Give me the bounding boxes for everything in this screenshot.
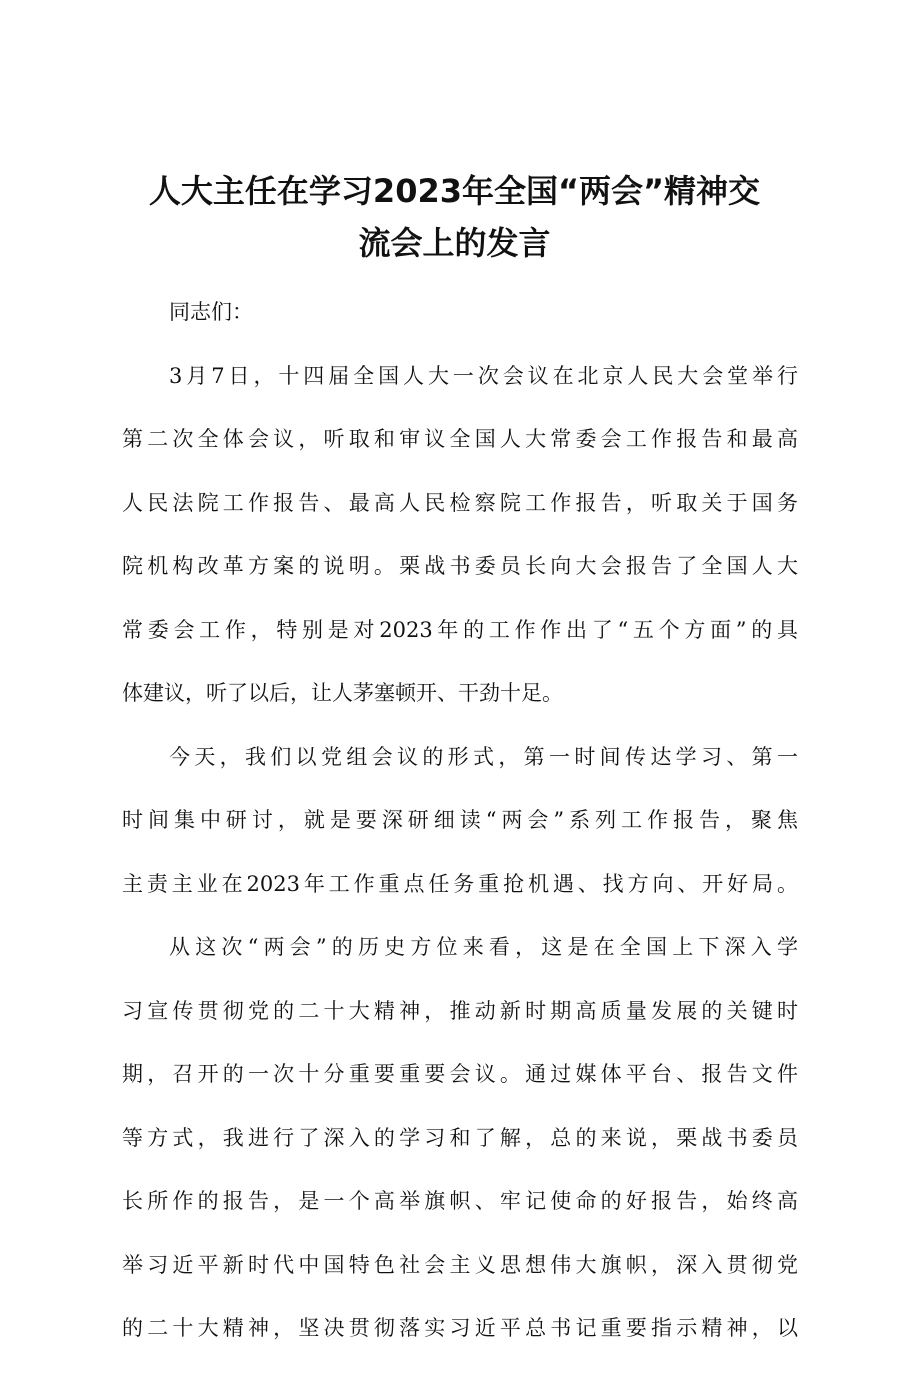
paragraph-2-line-2: 时间集中研讨，就是要深研细读“两会”系列工作报告，聚焦 (122, 808, 798, 832)
paragraph-3-line-7: 的二十大精神，坚决贯彻落实习近平总书记重要指示精神，以 (122, 1316, 798, 1340)
paragraph-1-line-1: 3月7日，十四届全国人大一次会议在北京人民大会堂举行 (169, 363, 798, 388)
paragraph-2-line-3: 主责主业在2023年工作重点任务重抢机遇、找方向、开好局。 (122, 871, 798, 896)
paragraph-3-line-3: 期，召开的一次十分重要重要会议。通过媒体平台、报告文件 (122, 1062, 798, 1086)
paragraph-1-line-4: 院机构改革方案的说明。栗战书委员长向大会报告了全国人大 (122, 554, 798, 578)
title-line-2: 流会上的发言 (358, 224, 551, 262)
paragraph-3-line-4: 等方式，我进行了深入的学习和了解，总的来说，栗战书委员 (122, 1125, 798, 1150)
paragraph-1-line-2: 第二次全体会议，听取和审议全国人大常委会工作报告和最高 (122, 427, 798, 451)
document-title (110, 165, 799, 269)
paragraph-3-line-2: 习宣传贯彻党的二十大精神，推动新时期高质量发展的关键时 (122, 998, 798, 1023)
paragraph-1-line-6: 体建议，听了以后，让人茅塞顿开、干劲十足。 (122, 681, 563, 705)
paragraph-1-line-5: 常委会工作，特别是对2023年的工作作出了“五个方面”的具 (122, 617, 798, 642)
title-line-1: 人大主任在学习2023年全国“两会”精神交 (148, 172, 761, 210)
paragraph-3-line-1: 从这次“两会”的历史方位来看，这是在全国上下深入学 (169, 935, 798, 959)
paragraph-1-line-3: 人民法院工作报告、最高人民检察院工作报告，听取关于国务 (122, 490, 798, 515)
paragraph-3-line-5: 长所作的报告，是一个高举旗帜、牢记使命的好报告，始终高 (122, 1189, 798, 1213)
paragraph-2-line-1: 今天，我们以党组会议的形式，第一时间传达学习、第一 (169, 744, 798, 769)
greeting: 同志们： (169, 300, 253, 324)
paragraph-3-line-6: 举习近平新时代中国特色社会主义思想伟大旗帜，深入贯彻党 (122, 1252, 798, 1277)
document-body (122, 296, 798, 1376)
